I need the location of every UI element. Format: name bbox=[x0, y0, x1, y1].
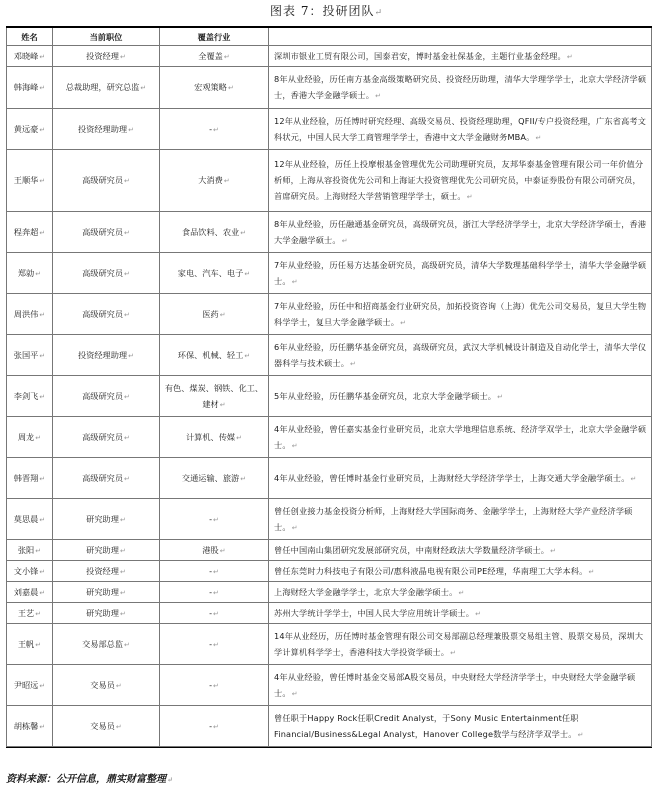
table-row bbox=[7, 665, 652, 706]
table-row bbox=[7, 67, 652, 109]
source-note: 资料来源：公开信息，鼎实财富整理↵ bbox=[6, 774, 173, 785]
member-name: 刘嘉晨↵ bbox=[7, 582, 53, 603]
member-position: 交易员↵ bbox=[53, 665, 160, 706]
member-industry: 大消费↵ bbox=[160, 150, 269, 212]
member-description: 4年从业经验，曾任博时基金交易部A股交易员，中央财经大学经济学学士，中央财经大学金融学硕士。↵ bbox=[269, 665, 652, 706]
member-name: 郑勍↵ bbox=[7, 253, 53, 294]
member-position: 研究助理↵ bbox=[53, 603, 160, 624]
member-position: 高级研究员↵ bbox=[53, 150, 160, 212]
member-name: 王顺华↵ bbox=[7, 150, 53, 212]
member-industry: -↵ bbox=[160, 624, 269, 665]
member-description: 曾任中国南山集团研究发展部研究员，中南财经政法大学数量经济学硕士。↵ bbox=[269, 540, 652, 561]
member-position: 高级研究员↵ bbox=[53, 212, 160, 253]
table-row bbox=[7, 376, 652, 417]
member-name: 程奔超↵ bbox=[7, 212, 53, 253]
member-industry: 全覆盖↵ bbox=[160, 46, 269, 67]
table-row bbox=[7, 150, 652, 212]
member-position: 研究助理↵ bbox=[53, 582, 160, 603]
member-name: 韩海峰↵ bbox=[7, 67, 53, 109]
member-description: 8年从业经验，历任南方基金高级策略研究员、投资经历助理，清华大学理学学士，北京大学经济学硕士，香港大学金融学硕士。↵ bbox=[269, 67, 652, 109]
table-row bbox=[7, 417, 652, 458]
member-industry: -↵ bbox=[160, 706, 269, 747]
member-industry: 食品饮料、农业↵ bbox=[160, 212, 269, 253]
member-name: 邓晓峰↵ bbox=[7, 46, 53, 67]
member-name: 周龙↵ bbox=[7, 417, 53, 458]
member-industry: -↵ bbox=[160, 499, 269, 540]
table-title: 图表 7：投研团队↵ bbox=[270, 4, 383, 18]
member-description: 上海财经大学金融学学士，北京大学金融学硕士。↵ bbox=[269, 582, 652, 603]
table-row bbox=[7, 212, 652, 253]
member-description: 4年从业经验，曾任博时基金行业研究员，上海财经大学经济学学士，上海交通大学金融学硕士。↵ bbox=[269, 458, 652, 499]
member-name: 张阳↵ bbox=[7, 540, 53, 561]
member-description: 苏州大学统计学学士，中国人民大学应用统计学硕士。↵ bbox=[269, 603, 652, 624]
member-industry: 港股↵ bbox=[160, 540, 269, 561]
table-row bbox=[7, 458, 652, 499]
table-row bbox=[7, 561, 652, 582]
member-industry: 医药↵ bbox=[160, 294, 269, 335]
member-industry: -↵ bbox=[160, 561, 269, 582]
member-position: 投资经理助理↵ bbox=[53, 335, 160, 376]
table-row bbox=[7, 540, 652, 561]
member-position: 研究助理↵ bbox=[53, 540, 160, 561]
member-industry: 家电、汽车、电子↵ bbox=[160, 253, 269, 294]
member-description: 6年从业经验，历任鹏华基金研究员，高级研究员，武汉大学机械设计制造及自动化学士，清华大学仪器科学与技术硕士。↵ bbox=[269, 335, 652, 376]
member-position: 研究助理↵ bbox=[53, 499, 160, 540]
member-name: 韩晋翔↵ bbox=[7, 458, 53, 499]
member-industry: -↵ bbox=[160, 582, 269, 603]
team-table bbox=[6, 28, 652, 747]
member-description: 7年从业经验，历任中和招商基金行业研究员，加拓投资咨询（上海）优先公司交易员，复旦大学生物科学学士，复旦大学金融学硕士。↵ bbox=[269, 294, 652, 335]
member-description: 曾任职于Happy Rock任职Credit Analyst，于Sony Music Entertainment任职Financial/Business&Legal Analyst，Hanover College数学与经济学双学士。↵ bbox=[269, 706, 652, 747]
member-position: 高级研究员↵ bbox=[53, 376, 160, 417]
member-name: 王帆↵ bbox=[7, 624, 53, 665]
table-row bbox=[7, 499, 652, 540]
member-position: 交易员↵ bbox=[53, 706, 160, 747]
team-table-wrapper bbox=[6, 26, 652, 748]
member-name: 王艺↵ bbox=[7, 603, 53, 624]
member-name: 张国平↵ bbox=[7, 335, 53, 376]
member-name: 黄远豪↵ bbox=[7, 109, 53, 150]
member-position: 投资经理助理↵ bbox=[53, 109, 160, 150]
table-row bbox=[7, 582, 652, 603]
member-position: 总裁助理，研究总监↵ bbox=[53, 67, 160, 109]
member-name: 李剑飞↵ bbox=[7, 376, 53, 417]
table-row bbox=[7, 624, 652, 665]
member-description: 5年从业经验，历任鹏华基金研究员，北京大学金融学硕士。↵ bbox=[269, 376, 652, 417]
member-industry: 交通运输、旅游↵ bbox=[160, 458, 269, 499]
member-industry: 计算机、传媒↵ bbox=[160, 417, 269, 458]
table-header-row bbox=[7, 28, 652, 46]
member-name: 莫思晨↵ bbox=[7, 499, 53, 540]
member-position: 投资经理↵ bbox=[53, 46, 160, 67]
header-name: 姓名 bbox=[7, 28, 53, 46]
member-position: 高级研究员↵ bbox=[53, 417, 160, 458]
member-description: 深圳市银业工贸有限公司，国泰君安，博时基金社保基金，主题行业基金经理。↵ bbox=[269, 46, 652, 67]
table-row bbox=[7, 603, 652, 624]
member-name: 胡栋馨↵ bbox=[7, 706, 53, 747]
member-description: 14年从业经历，历任博时基金管理有限公司交易部副总经理兼股票交易组主管、股票交易员，深圳大学计算机科学学士，香港科技大学投资学硕士。↵ bbox=[269, 624, 652, 665]
member-industry: -↵ bbox=[160, 603, 269, 624]
table-row bbox=[7, 294, 652, 335]
member-industry: 环保、机械、轻工↵ bbox=[160, 335, 269, 376]
member-position: 高级研究员↵ bbox=[53, 294, 160, 335]
member-description: 曾任创业接力基金投资分析师，上海财经大学国际商务、金融学学士，上海财经大学产业经济学硕士。↵ bbox=[269, 499, 652, 540]
member-description: 12年从业经验，历任上投摩根基金管理优先公司助理研究员，友邦华泰基金管理有限公司一年价值分析师，上海从容投资优先公司和上海证大投资管理优先公司研究员，中泰证券股份有限公司研究员，首席研究员。上海财经大学营销管理学学士，硕士。↵ bbox=[269, 150, 652, 212]
table-row bbox=[7, 706, 652, 747]
member-description: 8年从业经验，历任融通基金研究员，高级研究员，浙江大学经济学学士，北京大学经济学硕士，香港大学金融学硕士。↵ bbox=[269, 212, 652, 253]
member-position: 高级研究员↵ bbox=[53, 253, 160, 294]
member-name: 周洪伟↵ bbox=[7, 294, 53, 335]
member-description: 4年从业经验，曾任嘉实基金行业研究员，北京大学地理信息系统、经济学双学士，北京大学金融学硕士。↵ bbox=[269, 417, 652, 458]
table-row bbox=[7, 46, 652, 67]
header-industry: 覆盖行业 bbox=[160, 28, 269, 46]
member-position: 交易部总监↵ bbox=[53, 624, 160, 665]
member-description: 7年从业经验，历任易方达基金研究员，高级研究员，清华大学数理基础科学学士，清华大学金融学硕士。↵ bbox=[269, 253, 652, 294]
member-industry: -↵ bbox=[160, 665, 269, 706]
member-industry: -↵ bbox=[160, 109, 269, 150]
member-name: 尹昭远↵ bbox=[7, 665, 53, 706]
table-row bbox=[7, 253, 652, 294]
table-row bbox=[7, 335, 652, 376]
member-name: 文小锋↵ bbox=[7, 561, 53, 582]
member-description: 12年从业经验，历任博时研究经理、高级交易员、投资经理助理，QFII/专户投资经理，广东省高考文科状元，中国人民大学工商管理学学士，香港中文大学金融财务MBA。↵ bbox=[269, 109, 652, 150]
member-description: 曾任东莞时力科技电子有限公司/惠科液晶电视有限公司PE经理，华南理工大学本科。↵ bbox=[269, 561, 652, 582]
header-position: 当前职位 bbox=[53, 28, 160, 46]
table-row bbox=[7, 109, 652, 150]
member-industry: 宏观策略↵ bbox=[160, 67, 269, 109]
member-industry: 有色、煤炭、钢铁、化工、建材↵ bbox=[160, 376, 269, 417]
member-position: 投资经理↵ bbox=[53, 561, 160, 582]
header-description bbox=[269, 28, 652, 46]
member-position: 高级研究员↵ bbox=[53, 458, 160, 499]
